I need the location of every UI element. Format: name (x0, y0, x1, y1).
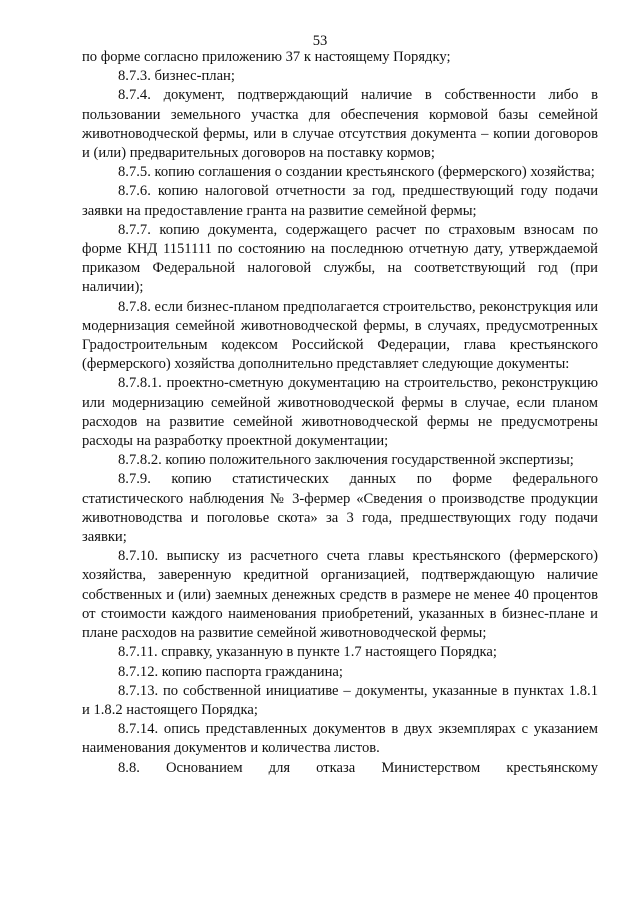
document-body (82, 48, 598, 778)
paragraph-8-7-13: 8.7.13. по собственной инициативе – документы, указанные в пунктах 1.8.1 и 1.8.2 настоящего Порядка; (82, 682, 598, 718)
paragraph-8-7-8-1: 8.7.8.1. проектно-сметную документацию на строительство, реконструкцию или модернизацию семейной животноводческой фермы в случае, если планом расходов на развитие семейной животноводческой фермы не предусмотрены расходы на разработку проектной документации; (82, 375, 598, 450)
page-number: 53 (312, 33, 328, 49)
paragraph-8-7-8: 8.7.8. если бизнес-планом предполагается строительство, реконструкция или модернизация семейной животноводческой фермы, в случаях, предусмотренных Градостроительным кодексом Российской Федерации, глава крестьянского (фермерского) хозяйства дополнительно представляет следующие документы: (82, 298, 598, 373)
paragraph-8-7-3: 8.7.3. бизнес-план; (118, 68, 235, 85)
paragraph-8-7-7: 8.7.7. копию документа, содержащего расчет по страховым взносам по форме КНД 1151111 по состоянию на последнюю отчетную дату, утверждаемой приказом Федеральной налоговой службы, на соответствующий год (при наличии); (82, 221, 598, 296)
paragraph-8-7-11: 8.7.11. справку, указанную в пункте 1.7 настоящего Порядка; (118, 644, 497, 661)
paragraph-8-7-5: 8.7.5. копию соглашения о создании крестьянского (фермерского) хозяйства; (118, 164, 595, 181)
paragraph-8-7-10: 8.7.10. выписку из расчетного счета главы крестьянского (фермерского) хозяйства, заверенную кредитной организацией, подтверждающую наличие собственных и (или) заемных денежных средств в размере не менее 40 процентов от стоимости каждого наименования приобретений, указанных в бизнес-плане и плане расходов на развитие семейной животноводческой фермы; (82, 548, 598, 642)
paragraph-8-7-6: 8.7.6. копию налоговой отчетности за год, предшествующий году подачи заявки на предоставление гранта на развитие семейной фермы; (82, 183, 598, 219)
paragraph-8-7-4: 8.7.4. документ, подтверждающий наличие в собственности либо в пользовании земельного участка для обеспечения кормовой базы семейной животноводческой фермы, или в случае отсутствия документа – копии договоров и (или) предварительных договоров на поставку кормов; (82, 87, 598, 162)
paragraph-8-8: 8.8. Основанием для отказа Министерством крестьянскому (118, 759, 598, 776)
paragraph-8-7-14: 8.7.14. опись представленных документов в двух экземплярах с указанием наименования документов и количества листов. (82, 721, 598, 757)
paragraph-8-7-9: 8.7.9. копию статистических данных по форме федерального статистического наблюдения № 3-фермер «Сведения о производстве продукции животноводства и поголовье скота» за 3 года, предшествующих году подачи заявки; (82, 471, 598, 546)
paragraph-8-7-8-2: 8.7.8.2. копию положительного заключения государственной экспертизы; (118, 452, 574, 469)
paragraph-continuation: по форме согласно приложению 37 к настоящему Порядку; (82, 49, 451, 65)
paragraph-8-7-12: 8.7.12. копию паспорта гражданина; (118, 663, 343, 680)
